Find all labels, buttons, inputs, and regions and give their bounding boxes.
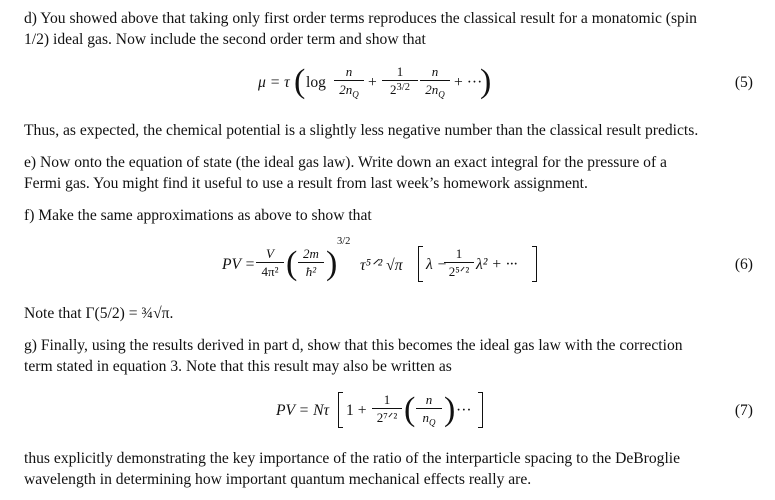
eq5-frac2-den: $2^{3/2}$: [390, 82, 410, 97]
closing-line-2: wavelength in determining how important quantum mechanical effects really are.: [24, 471, 532, 488]
eq5-fraction-2: [382, 64, 418, 99]
eq5-frac1-den: $2n_Q$: [339, 82, 359, 100]
eq5-lhs: μ = τ: [258, 74, 290, 91]
equation-5: [0, 56, 775, 112]
eq7-inner-1: 1 +: [346, 402, 367, 419]
part-e-line-2: Fermi gas. You might find it useful to use a result from last week’s homework assignment.: [24, 175, 588, 192]
eq7-fraction-1: [372, 392, 402, 425]
after-eq5-text: Thus, as expected, the chemical potential is a slightly less negative number than the classical result predicts.: [24, 122, 699, 139]
closing-text: [24, 448, 752, 490]
eq6-fraction-2: [298, 246, 324, 279]
eq6-close-paren: ): [326, 245, 338, 282]
eq7-tail: ···: [456, 402, 472, 419]
eq5-fraction-1: [334, 64, 364, 103]
part-f-text: f) Make the same approximations as above to show that: [24, 207, 372, 224]
eq6-open-bracket: [418, 246, 423, 282]
eq6-fraction-3: [444, 246, 474, 279]
part-d-text: [24, 8, 752, 50]
eq6-frac3-num: 1: [455, 246, 463, 261]
part-d-line-1: d) You showed above that taking only first order terms reproduces the classical result for a monatomic (spin: [24, 10, 697, 27]
eq6-inner-2: λ² + ···: [476, 256, 518, 273]
eq5-frac1-num: n: [345, 64, 353, 79]
part-e-text: [24, 152, 752, 194]
eq5-frac2-num: 1: [396, 64, 404, 79]
eq6-lhs: PV =: [222, 256, 256, 273]
eq6-close-bracket: [532, 246, 537, 282]
eq6-open-paren: (: [286, 245, 298, 282]
eq5-open-paren: (: [294, 63, 306, 100]
eq7-number: (7): [734, 402, 753, 419]
eq6-exponent: 3/2: [337, 236, 351, 247]
part-d-line-2: 1/2) ideal gas. Now include the second order term and show that: [24, 31, 426, 48]
eq6-frac2-den: ħ²: [305, 264, 317, 279]
eq5-close-paren: ): [480, 63, 492, 100]
eq5-plus: +: [368, 74, 377, 91]
eq6-number: (6): [734, 256, 753, 273]
eq7-lhs: PV = Nτ: [276, 402, 330, 419]
part-g-line-2: term stated in equation 3. Note that this result may also be written as: [24, 358, 452, 375]
eq7-frac2-den: $n_Q$: [422, 410, 436, 428]
eq6-frac3-den: 2⁵ᐟ²: [448, 264, 470, 279]
eq5-number: (5): [734, 74, 753, 91]
eq6-frac1-num: V: [266, 246, 274, 261]
eq6-frac2-num: 2m: [303, 246, 319, 261]
eq5-frac3-den: $2n_Q$: [425, 82, 445, 100]
eq5-fraction-3: [420, 64, 450, 103]
eq6-inner-1: λ −: [426, 256, 448, 273]
eq5-frac3-num: n: [431, 64, 439, 79]
eq6-frac1-den: 4π²: [261, 264, 279, 279]
eq6-mid: τ⁵ᐟ² √π: [360, 257, 403, 274]
eq7-frac1-num: 1: [383, 392, 391, 407]
equation-7: [0, 382, 775, 438]
eq6-fraction-1: [256, 246, 284, 279]
eq7-open-paren: (: [404, 391, 416, 428]
eq7-frac2-num: n: [425, 392, 433, 407]
eq5-tail: + ···: [454, 74, 483, 91]
part-g-text: [24, 335, 752, 377]
part-e-line-1: e) Now onto the equation of state (the ideal gas law). Write down an exact integral for the pressure of a: [24, 154, 667, 171]
eq7-open-bracket: [338, 392, 343, 428]
eq7-fraction-2: [416, 392, 442, 431]
part-g-line-1: g) Finally, using the results derived in part d, show that this becomes the ideal gas law with the correction: [24, 337, 683, 354]
closing-line-1: thus explicitly demonstrating the key importance of the ratio of the interparticle spacing to the DeBroglie: [24, 450, 681, 467]
eq5-log: log: [306, 74, 326, 91]
note-gamma: Note that Γ(5/2) = ¾√π.: [24, 305, 174, 322]
eq7-close-bracket: [478, 392, 483, 428]
eq7-close-paren: ): [444, 391, 456, 428]
equation-6: [0, 236, 775, 292]
eq7-frac1-den: 2⁷ᐟ²: [376, 410, 398, 425]
